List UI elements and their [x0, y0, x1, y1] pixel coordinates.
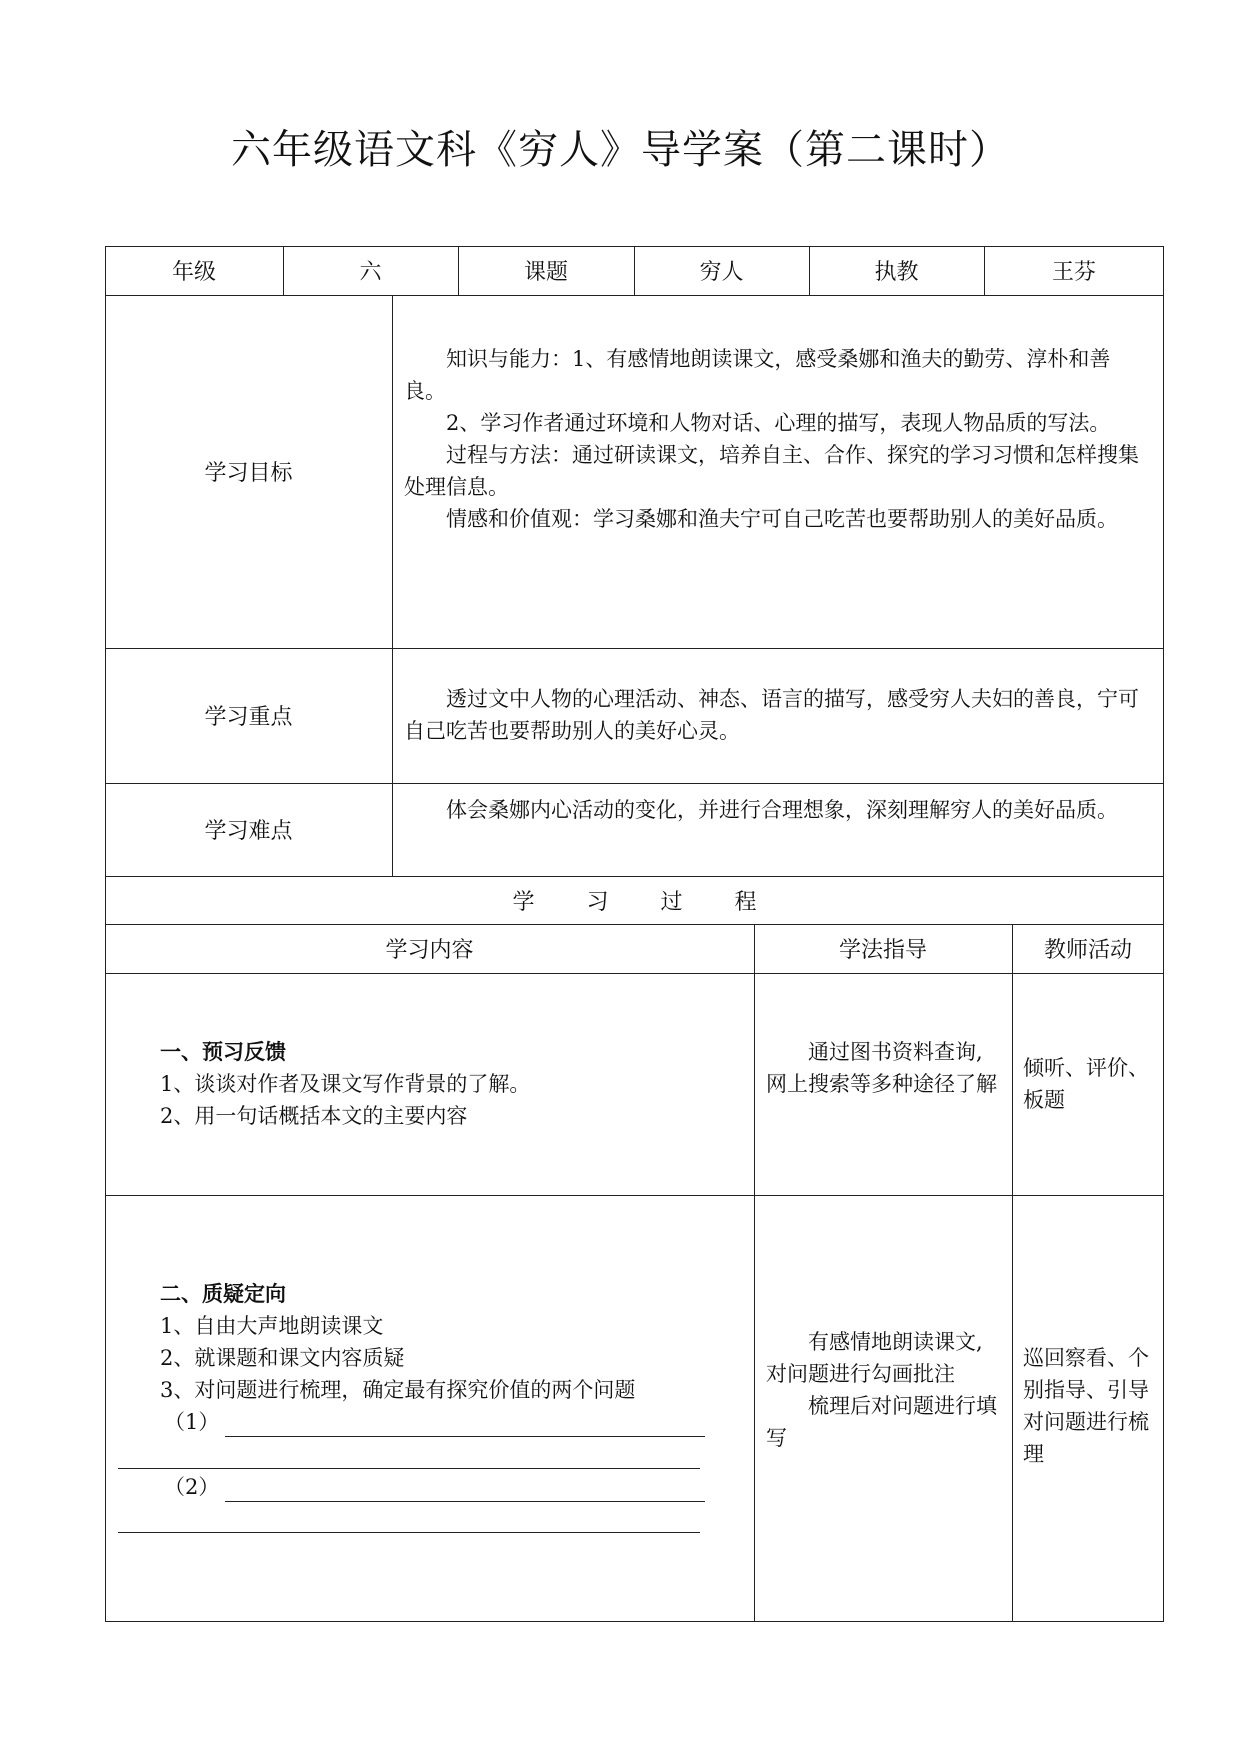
section1-method-text: 通过图书资料查询,网上搜索等多种途径了解 [766, 1040, 997, 1096]
section1-item: 2、用一句话概括本文的主要内容 [160, 1104, 468, 1128]
section2-teacher-text: 巡回察看、个别指导、引导对问题进行梳理 [1023, 1346, 1149, 1466]
page-title: 六年级语文科《穷人》导学案（第二课时） [231, 127, 1010, 173]
section1-content [160, 1036, 745, 1132]
section2-heading: 二、质疑定向 [160, 1282, 286, 1306]
process-heading-char: 学 [512, 889, 535, 915]
topic-label: 课题 [523, 260, 568, 285]
col-header-method: 学法指导 [838, 938, 927, 963]
section2-item: 3、对问题进行梳理，确定最有探究价值的两个问题 [160, 1378, 636, 1402]
teacher-value: 王芬 [1051, 260, 1096, 285]
grade-label: 年级 [171, 260, 216, 285]
process-heading-char: 程 [734, 889, 757, 915]
section2-teacher [1023, 1342, 1155, 1470]
col-divider [392, 295, 393, 876]
difficulties-text [404, 794, 1152, 826]
answer-line-2[interactable] [225, 1501, 705, 1502]
blank-2-label: （2） [164, 1475, 220, 1499]
section2-method-text: 有感情地朗读课文,对问题进行勾画批注 [766, 1330, 983, 1386]
objective-process: 过程与方法：通过研读课文，培养自主、合作、探究的学习习惯和怎样搜集处理信息。 [404, 443, 1139, 499]
grade-value: 六 [359, 260, 382, 285]
objective-values: 情感和价值观：学习桑娜和渔夫宁可自己吃苦也要帮助别人的美好品质。 [446, 507, 1118, 531]
section2-method-text: 梳理后对问题进行填写 [766, 1394, 997, 1450]
teacher-label: 执教 [874, 260, 919, 285]
col-header-teacher: 教师活动 [1043, 938, 1132, 963]
col-divider [1012, 924, 1013, 1622]
answer-line-1b[interactable] [118, 1468, 700, 1469]
answer-line-1[interactable] [225, 1436, 705, 1437]
process-heading-char: 过 [660, 889, 683, 915]
section1-heading: 一、预习反馈 [160, 1040, 286, 1064]
key-points-text [404, 683, 1152, 747]
process-heading-char: 习 [586, 889, 609, 915]
section2-content [160, 1278, 745, 1406]
objectives-label: 学习目标 [204, 461, 293, 486]
section1-method [766, 1036, 1002, 1100]
col-header-content: 学习内容 [385, 938, 474, 963]
section1-teacher [1023, 1052, 1155, 1116]
objective-knowledge: 知识与能力：1、有感情地朗读课文，感受桑娜和渔夫的勤劳、淳朴和善良。 [404, 347, 1111, 403]
section2-method [766, 1326, 1002, 1454]
process-heading [105, 876, 1164, 924]
difficulties-paragraph: 体会桑娜内心活动的变化，并进行合理想象，深刻理解穷人的美好品质。 [446, 798, 1118, 822]
difficulties-label: 学习难点 [204, 819, 293, 844]
answer-line-2b[interactable] [118, 1532, 700, 1533]
col-divider [754, 924, 755, 1622]
row-divider [105, 973, 1164, 974]
key-points-label: 学习重点 [204, 705, 293, 730]
section2-item: 1、自由大声地朗读课文 [160, 1314, 384, 1338]
section2-item: 2、就课题和课文内容质疑 [160, 1346, 405, 1370]
topic-value: 穷人 [699, 260, 744, 285]
section1-teacher-text: 倾听、评价、板题 [1023, 1056, 1149, 1112]
blank-1-label: （1） [164, 1410, 220, 1434]
objective-writing: 2、学习作者通过环境和人物对话、心理的描写，表现人物品质的写法。 [446, 411, 1111, 435]
objectives-text [404, 343, 1152, 535]
key-points-paragraph: 透过文中人物的心理活动、神态、语言的描写，感受穷人夫妇的善良，宁可自己吃苦也要帮助别人的美好心灵。 [404, 687, 1139, 743]
section1-item: 1、谈谈对作者及课文写作背景的了解。 [160, 1072, 531, 1096]
row-divider [105, 1195, 1164, 1196]
